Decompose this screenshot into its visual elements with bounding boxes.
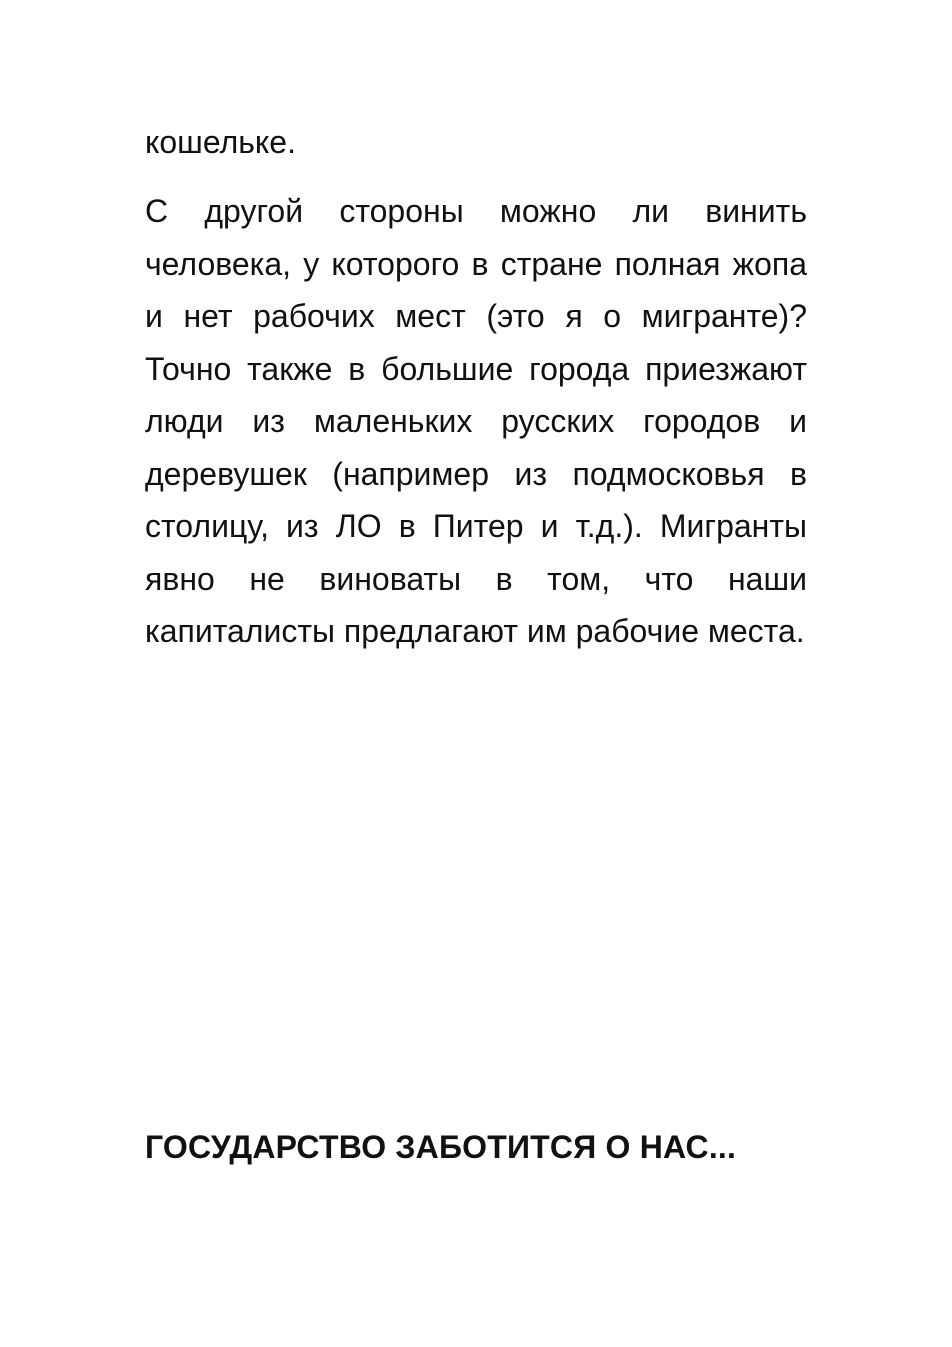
- paragraph-continuation: кошельке.: [145, 124, 296, 160]
- section-heading: ГОСУДАРСТВО ЗАБОТИТСЯ О НАС...: [145, 1129, 737, 1165]
- paragraph-body: С другой стороны можно ли винить человека, у которого в стране полная жопа и нет рабочих мест (это я о мигранте)? Точно также в большие города приезжают люди из маленьких русских городов и деревушек (например из подмосковья в столицу, из ЛО в Питер и т.д.). Мигранты явно не виноваты в том, что наши капиталисты предлагают им рабочие места.: [145, 193, 807, 649]
